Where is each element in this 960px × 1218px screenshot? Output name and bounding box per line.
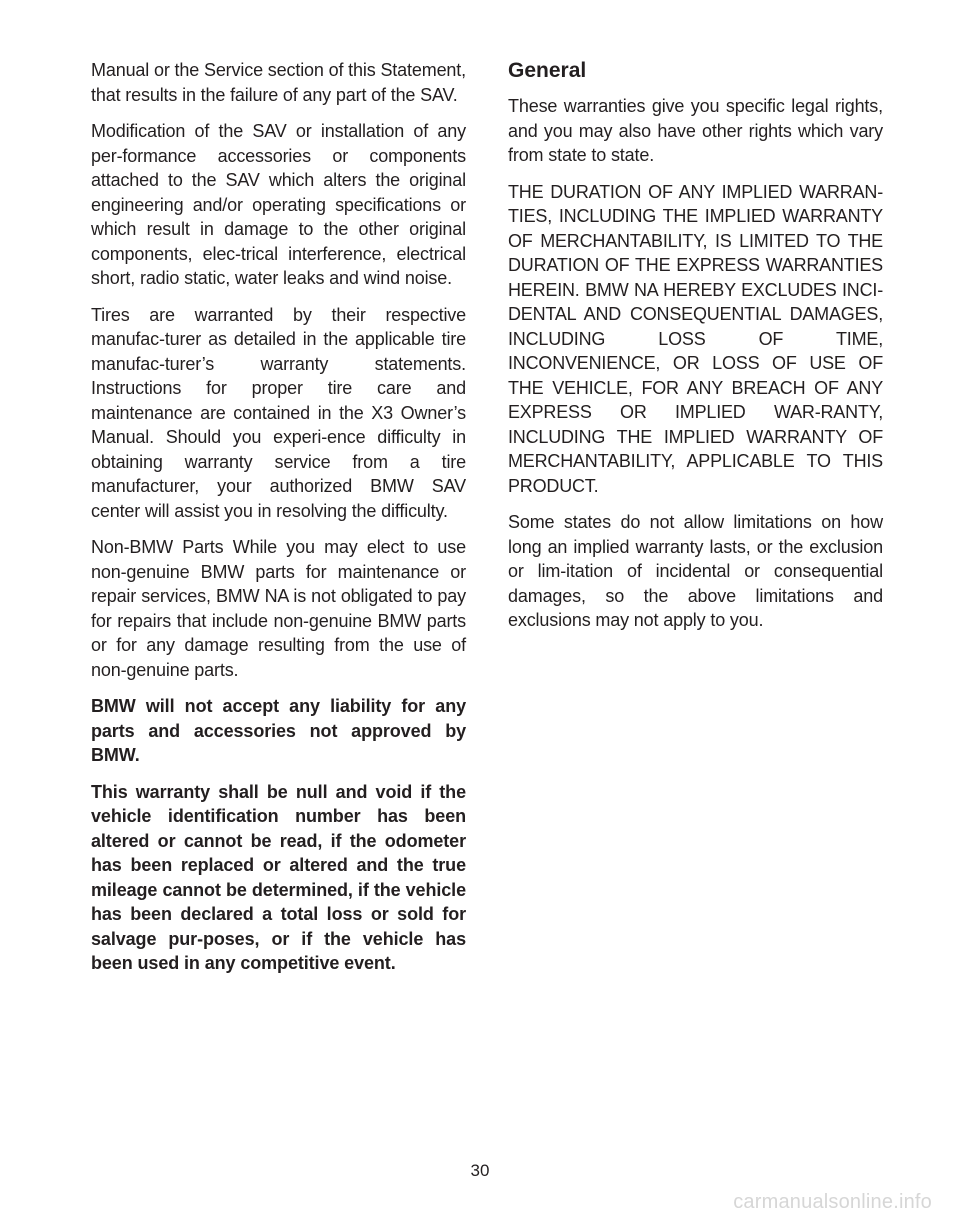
page-number: 30 xyxy=(470,1161,490,1180)
paragraph-tires: Tires are warranted by their respective manufac-turer as detailed in the applicable tire manufac-turer’s warranty statements. Instructions for proper tire care and maintenance are contained in the X3 Owner’s Manual. Should you experi-ence difficulty in obtaining warranty service from a tire manufacturer, your authorized BMW SAV center will assist you in resolving the difficulty. xyxy=(91,304,466,521)
right-column xyxy=(508,58,883,645)
paragraph-state-limitations: Some states do not allow limitations on how long an implied warranty lasts, or the exclusion or lim-itation of incidental or consequential damages, so the above limitations and exclusions may not apply to you. xyxy=(508,512,883,630)
paragraph-non-bmw-parts: Non-BMW Parts While you may elect to use non-genuine BMW parts for maintenance or repair services, BMW NA is not obligated to pay for repairs that include non-genuine BMW parts or for any damage resulting from the use of non-genuine parts. xyxy=(91,537,466,680)
paragraph-modification: Modification of the SAV or installation of any per-formance accessories or components attached to the SAV which alters the original engineering and/or operating specifications or which result in damage to the other original components, elec-trical interference, electrical short, radio static, water leaks and wind noise. xyxy=(91,121,466,288)
paragraph-implied-warranty-duration: THE DURATION OF ANY IMPLIED WARRAN-TIES, INCLUDING THE IMPLIED WARRANTY OF MERCHANTABILITY, IS LIMITED TO THE DURATION OF THE EXPRESS WARRANTIES HEREIN. BMW NA HEREBY EXCLUDES INCI-DENTAL AND CONSEQUENTIAL DAMAGES, INCLUDING LOSS OF TIME, INCONVENIENCE, OR LOSS OF USE OF THE VEHICLE, FOR ANY BREACH OF ANY EXPRESS OR IMPLIED WAR-RANTY, INCLUDING THE IMPLIED WARRANTY OF MERCHANTABILITY, APPLICABLE TO THIS PRODUCT. xyxy=(508,181,883,496)
watermark-text: carmanualsonline.info xyxy=(733,1191,932,1213)
paragraph-legal-rights: These warranties give you specific legal rights, and you may also have other rights which vary from state to state. xyxy=(508,96,883,165)
paragraph-failure-clause: Manual or the Service section of this Statement, that results in the failure of any part of the SAV. xyxy=(91,60,466,105)
paragraph-liability-notice: BMW will not accept any liability for any parts and accessories not approved by BMW. xyxy=(91,696,466,765)
left-column xyxy=(91,58,466,988)
section-heading-general: General xyxy=(508,59,587,82)
paragraph-void-conditions: This warranty shall be null and void if the vehicle identification number has been altered or cannot be read, if the odometer has been replaced or altered and the true mileage cannot be determined, if the vehicle has been declared a total loss or sold for salvage pur-poses, or if the vehicle has been used in any competitive event. xyxy=(91,781,466,973)
